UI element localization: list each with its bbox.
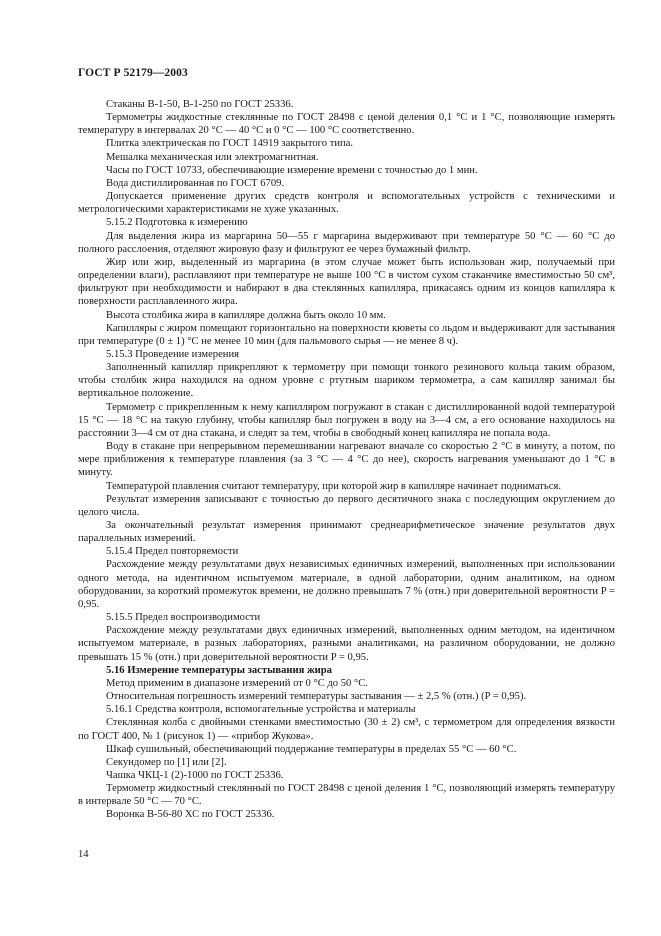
paragraph: Результат измерения записывают с точностью до первого десятичного знака с последующим округлением до целого числа. [78,493,615,518]
section-heading: 5.15.4 Предел повторяемости [106,546,239,558]
document-header: ГОСТ Р 52179—2003 [78,67,188,79]
paragraph: Для выделения жира из маргарина 50—55 г маргарина выдерживают при температуре 50 °С — 60 °С до полного расслоения, отделяют жировую фазу и фильтруют ее через бумажный фильтр. [78,230,615,255]
paragraph: Заполненный капилляр прикрепляют к термометру при помощи тонкого резинового кольца таким образом, чтобы столбик жира находился на одном уровне с ртутным шариком термометра, а сам капилляр занимал бы вертикальное положение. [78,362,615,400]
paragraph: Вода дистиллированная по ГОСТ 6709. [106,177,285,189]
paragraph: Термометр с прикрепленным к нему капилляром погружают в стакан с дистиллированной водой температурой 15 °С — 18 °С на такую глубину, чтобы капилляр был погружен в воду на 3—4 см, а его основание находилось на расстоянии 3—4 см от дна стакана, и следят за тем, чтобы в свободный конец капилляра не попала вода. [78,401,615,439]
paragraph: Термометры жидкостные стеклянные по ГОСТ 28498 с ценой деления 0,1 °С и 1 °С, позволяющие измерять температуру в интервалах 20 °С — 40 °С и 0 °С — 100 °С соответственно. [78,112,615,137]
paragraph: Плитка электрическая по ГОСТ 14919 закрытого типа. [106,138,354,150]
paragraph: Шкаф сушильный, обеспечивающий поддержание температуры в пределах 55 °С — 60 °С. [106,743,517,755]
section-heading: 5.16.1 Средства контроля, вспомогательные устройства и материалы [106,704,416,716]
paragraph: Капилляры с жиром помещают горизонтально на поверхности кюветы со льдом и выдерживают для застывания при температуре (0 ± 1) °С не менее 10 мин (для пальмового сырья — не менее 8 ч). [78,322,615,347]
paragraph: Стаканы В-1-50, В-1-250 по ГОСТ 25336. [106,99,294,110]
paragraph: Термометр жидкостный стеклянный по ГОСТ 28498 с ценой деления 1 °С, позволяющий измерять температуру в интервале 50 °С — 70 °С. [78,783,615,808]
paragraph: Воду в стакане при непрерывном перемешивании нагревают вначале со скоростью 2 °С в минуту, а потом, по мере приближения к температуре плавления (за 3 °С — 4 °С до нее), скорость нагревания уменьшают до 1 °С в минуту. [78,441,615,479]
paragraph: Жир или жир, выделенный из маргарина (в этом случае может быть использован жир, получаемый при определении влаги), расплавляют при температуре не выше 100 °С в чистом сухом стаканчике вместимостью 50 см³, фильтруют при необходимости и набирают в два стеклянных капилляра, прикасаясь одним из концов капилляра к поверхности расплавленного жира. [78,256,615,308]
section-heading: 5.15.3 Проведение измерения [106,348,239,360]
paragraph: Температурой плавления считают температуру, при которой жир в капилляре начинает подниматься. [106,480,561,492]
section-heading: 5.15.5 Предел воспроизводимости [106,612,261,624]
paragraph: Расхождение между результатами двух единичных измерений, выполненных одним методом, на идентичном испытуемом материале, в разных лабораториях, разными аналитиками, на различном оборудовании, не должно превышать 15 % (отн.) при доверительной вероятности P = 0,95. [78,625,615,663]
paragraph: Чашка ЧКЦ-1 (2)-1000 по ГОСТ 25336. [106,769,284,781]
paragraph: Секундомер по [1] или [2]. [106,756,227,768]
paragraph: За окончательный результат измерения принимают среднеарифметическое значение результатов двух параллельных измерений. [78,520,615,545]
paragraph: Воронка В-56-80 ХС по ГОСТ 25336. [106,809,275,821]
section-heading: 5.16 Измерение температуры застывания жира [106,664,332,676]
paragraph: Допускается применение других средств контроля и вспомогательных устройств с техническими и метрологическими характеристиками не хуже указанных. [78,191,615,216]
paragraph: Относительная погрешность измерений температуры застывания — ± 2,5 % (отн.) (P = 0,95). [106,691,527,703]
paragraph: Высота столбика жира в капилляре должна быть около 10 мм. [106,309,386,321]
page-number: 14 [78,849,89,860]
paragraph: Метод применим в диапазоне измерений от 0 °С до 50 °С. [106,677,368,689]
document-body [78,98,615,822]
paragraph: Часы по ГОСТ 10733, обеспечивающие измерение времени с точностью до 1 мин. [106,164,478,176]
paragraph: Мешалка механическая или электромагнитная. [106,151,319,163]
paragraph: Расхождение между результатами двух независимых единичных измерений, выполненных при использовании одного метода, на идентичном испытуемом материале, в одной лаборатории, одним аналитиком, на одном оборудовании, за короткий промежуток времени, не должно превышать 7 % (отн.) при доверительной вероятности P = 0,95. [78,559,615,610]
paragraph: Стеклянная колба с двойными стенками вместимостью (30 ± 2) см³, с термометром для определения вязкости по ГОСТ 400, № 1 (рисунок 1) — «прибор Жукова». [78,717,615,742]
section-heading: 5.15.2 Подготовка к измерению [106,217,248,229]
